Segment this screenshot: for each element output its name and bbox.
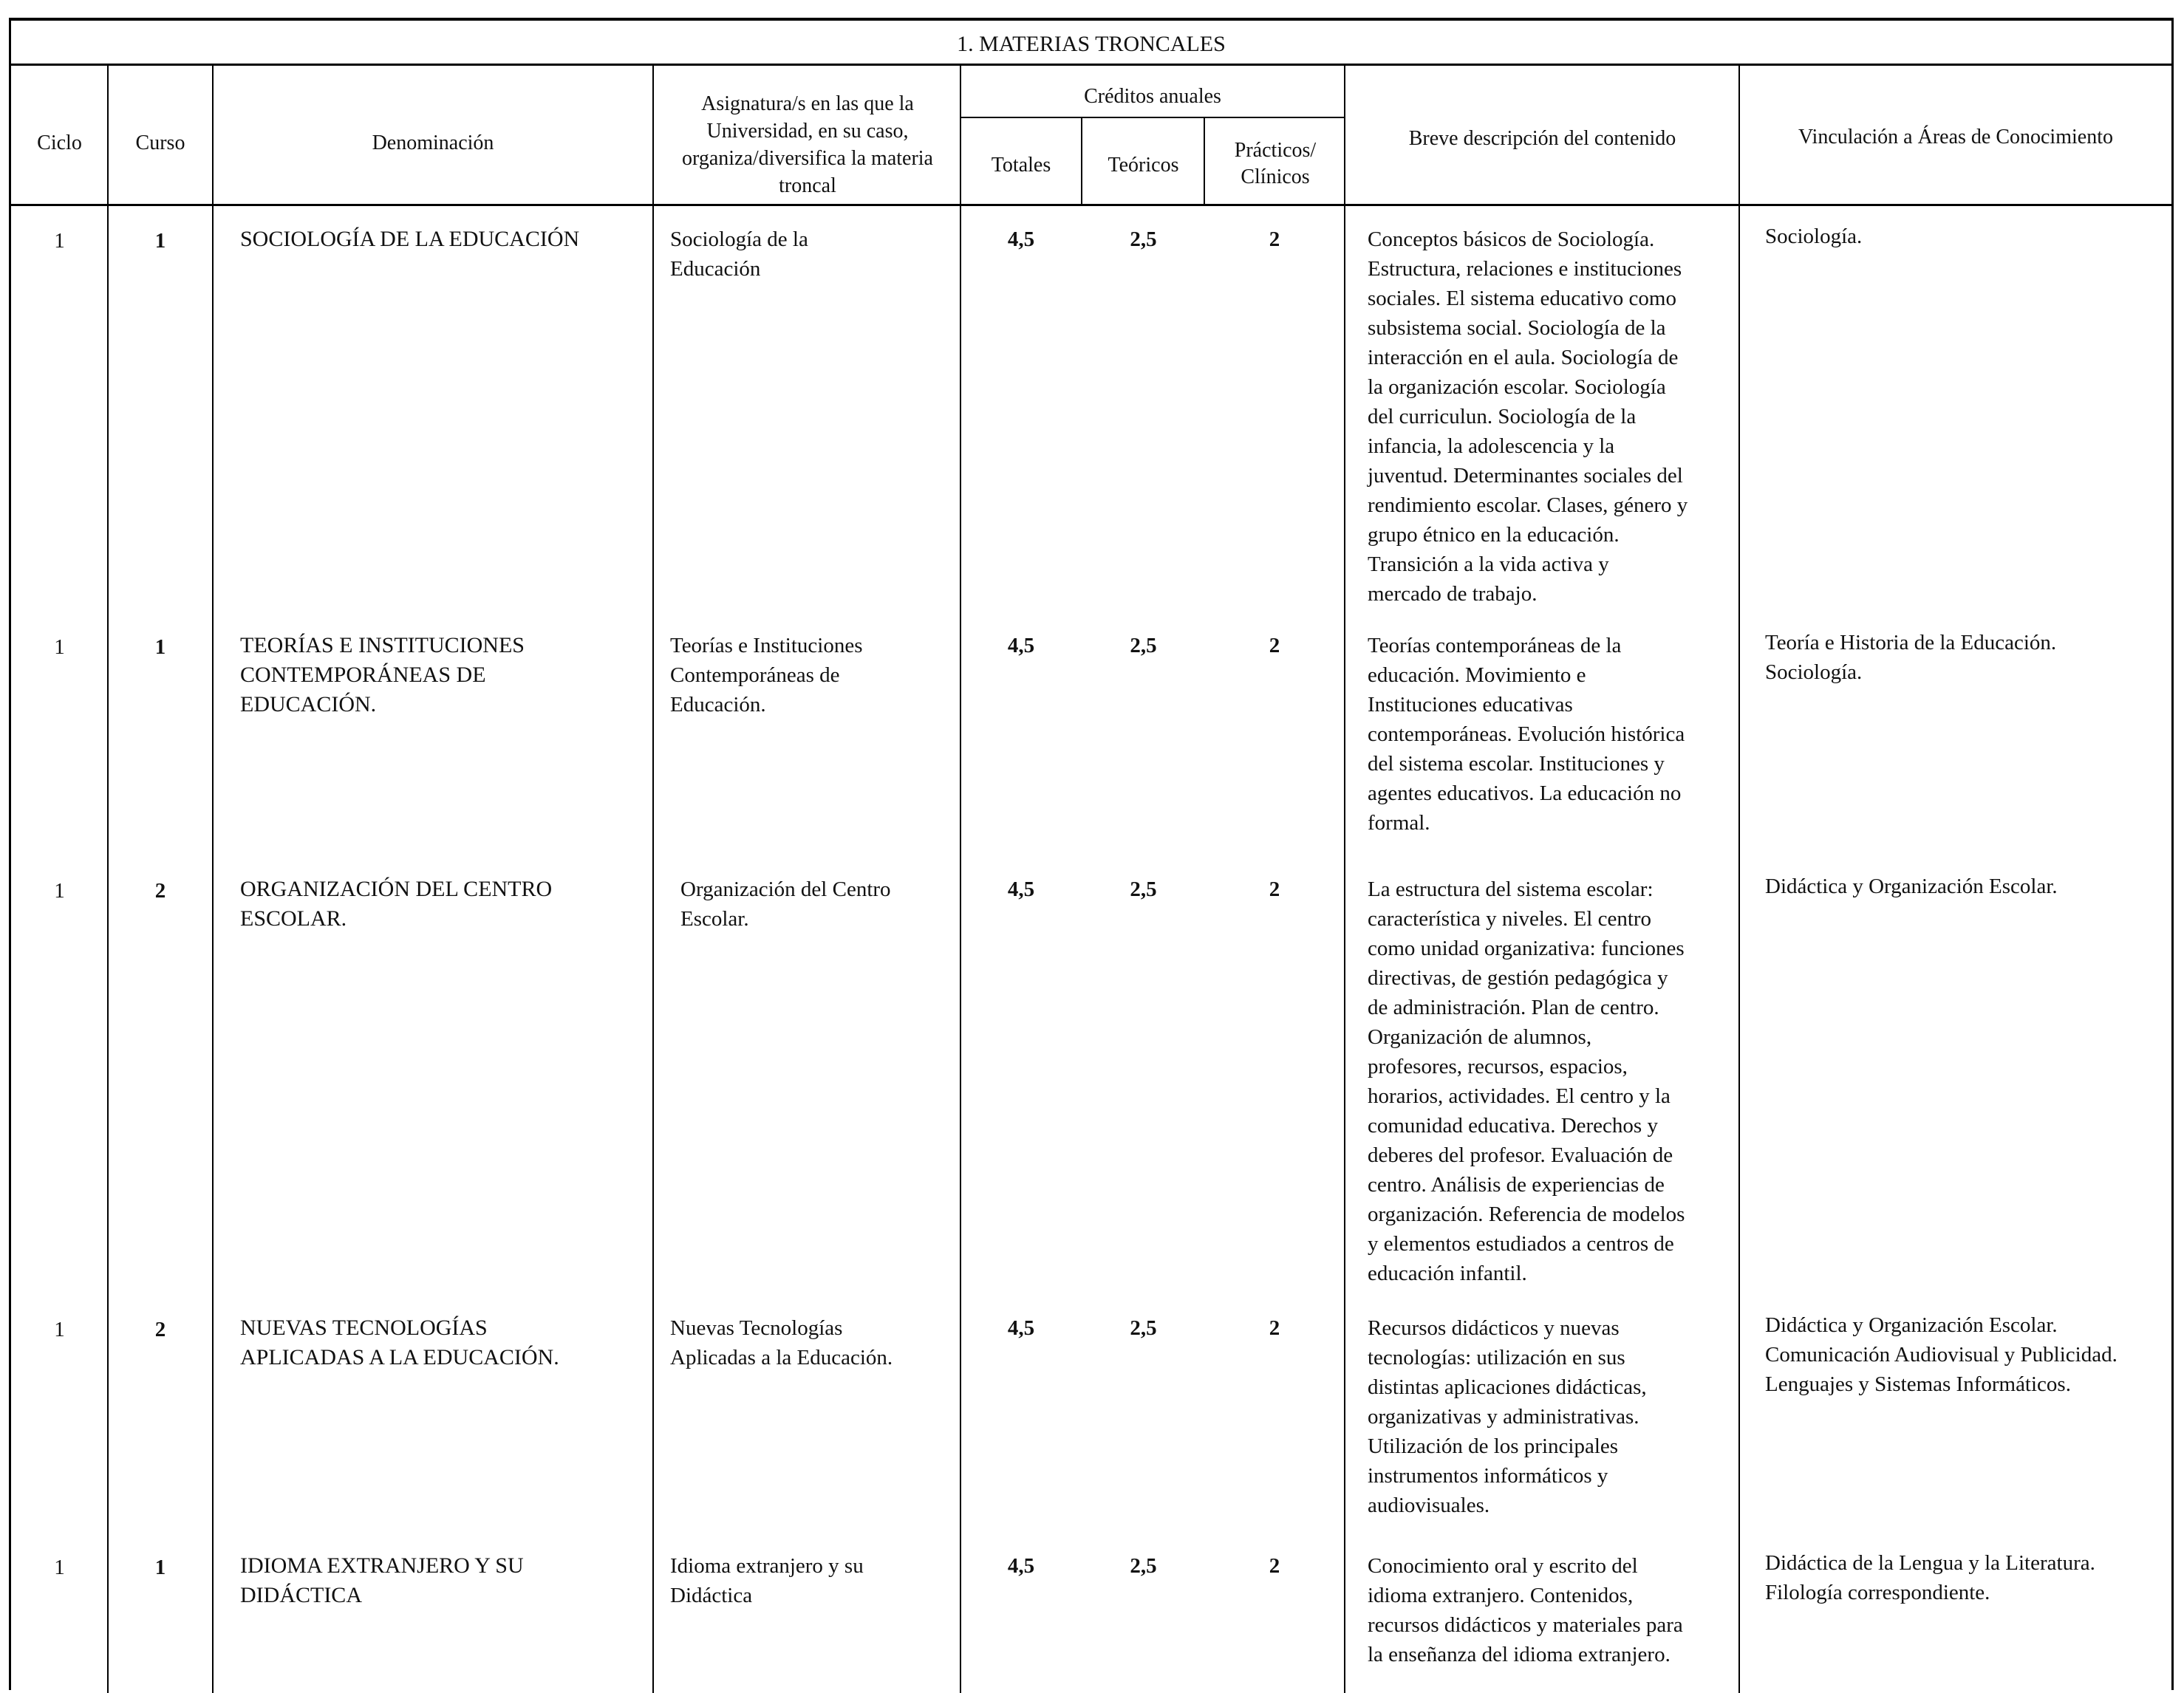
row1-curso: 1 xyxy=(154,229,166,253)
row4-practicos: 2 xyxy=(1269,1316,1280,1340)
section-title: 1. MATERIAS TRONCALES xyxy=(957,32,1226,56)
row1-teoricos: 2,5 xyxy=(1130,228,1157,251)
rule-below-title xyxy=(11,64,2171,66)
row3-ciclo: 1 xyxy=(54,879,65,903)
row4-asignatura: Nuevas Tecnologías Aplicadas a la Educación. xyxy=(670,1316,893,1369)
header-curso: Curso xyxy=(135,131,185,154)
header-descripcion: Breve descripción del contenido xyxy=(1408,127,1676,150)
row1-totales: 4,5 xyxy=(1007,228,1035,251)
row5-curso: 1 xyxy=(154,1556,166,1579)
row4-totales: 4,5 xyxy=(1007,1316,1035,1340)
row3-totales: 4,5 xyxy=(1007,878,1035,901)
row2-vinculacion: Teoría e Historia de la Educación. Sociología. xyxy=(1765,631,2057,684)
rule-creditos-subheader xyxy=(960,117,1345,118)
row5-totales: 4,5 xyxy=(1007,1554,1035,1578)
row1-asignatura: Sociología de la Educación xyxy=(670,228,808,281)
row5-practicos: 2 xyxy=(1269,1554,1280,1578)
row2-ciclo: 1 xyxy=(54,635,65,659)
row3-asignatura: Organización del Centro Escolar. xyxy=(680,878,891,931)
header-denominacion: Denominación xyxy=(372,131,494,154)
materias-troncales-table xyxy=(9,18,2174,1690)
header-creditos-anuales: Créditos anuales xyxy=(1084,85,1221,108)
row2-descripcion: Teorías contemporáneas de la educación. Movimiento e Instituciones educativas contemporáneas. Evolución histórica del sistema escolar. Instituciones y agentes educativos. La educación no formal. xyxy=(1368,634,1685,835)
rule-below-header xyxy=(11,204,2171,206)
row1-vinculacion: Sociología. xyxy=(1765,225,1863,248)
col-rule-3 xyxy=(652,65,654,1693)
row2-totales: 4,5 xyxy=(1007,634,1035,657)
row3-practicos: 2 xyxy=(1269,878,1280,901)
row3-vinculacion: Didáctica y Organización Escolar. xyxy=(1765,875,2058,898)
row4-vinculacion: Didáctica y Organización Escolar. Comunicación Audiovisual y Publicidad. Lenguajes y Sistemas Informáticos. xyxy=(1765,1313,2118,1396)
row4-ciclo: 1 xyxy=(54,1318,65,1341)
row2-asignatura: Teorías e Instituciones Contemporáneas de Educación. xyxy=(670,634,863,716)
row1-ciclo: 1 xyxy=(54,229,65,253)
row3-teoricos: 2,5 xyxy=(1130,878,1157,901)
header-totales: Totales xyxy=(991,154,1051,177)
row2-practicos: 2 xyxy=(1269,634,1280,657)
header-asignatura: Asignatura/s en las que la Universidad, en su caso, organiza/diversifica la materia troncal xyxy=(682,92,933,197)
row5-teoricos: 2,5 xyxy=(1130,1554,1157,1578)
col-rule-8 xyxy=(1738,65,1740,1693)
header-practicos-clinicos: Prácticos/ Clínicos xyxy=(1234,139,1317,188)
row2-denominacion: TEORÍAS E INSTITUCIONES CONTEMPORÁNEAS DE EDUCACIÓN. xyxy=(240,633,525,716)
row5-asignatura: Idioma extranjero y su Didáctica xyxy=(670,1554,864,1607)
row2-teoricos: 2,5 xyxy=(1130,634,1157,657)
row4-curso: 2 xyxy=(154,1318,166,1341)
row2-curso: 1 xyxy=(154,635,166,659)
row4-denominacion: NUEVAS TECNOLOGÍAS APLICADAS A LA EDUCACIÓN. xyxy=(240,1316,559,1369)
row1-denominacion: SOCIOLOGÍA DE LA EDUCACIÓN xyxy=(240,227,580,251)
header-ciclo: Ciclo xyxy=(37,131,82,154)
row3-curso: 2 xyxy=(154,879,166,903)
row3-denominacion: ORGANIZACIÓN DEL CENTRO ESCOLAR. xyxy=(240,877,553,931)
row1-practicos: 2 xyxy=(1269,228,1280,251)
header-vinculacion: Vinculación a Áreas de Conocimiento xyxy=(1798,126,2113,148)
row1-descripcion: Conceptos básicos de Sociología. Estructura, relaciones e instituciones sociales. El sistema educativo como subsistema social. Sociología de la interacción en el aula. Sociología de la organización escolar. Sociología del curriculun. Sociología de la infancia, la adolescencia y la juventud. Determinantes sociales del rendimiento escolar. Clases, género y grupo étnico en la educación. Transición a la vida activa y mercado de trabajo. xyxy=(1368,228,1688,606)
row5-vinculacion: Didáctica de la Lengua y la Literatura. Filología correspondiente. xyxy=(1765,1551,2095,1604)
row4-descripcion: Recursos didácticos y nuevas tecnologías: utilización en sus distintas aplicaciones didácticas, organizativas y administrativas. Utilización de los principales instrumentos informáticos y audiovisuales. xyxy=(1368,1316,1647,1517)
header-teoricos: Teóricos xyxy=(1108,154,1179,177)
row5-descripcion: Conocimiento oral y escrito del idioma extranjero. Contenidos, recursos didácticos y materiales para la enseñanza del idioma extranjero. xyxy=(1368,1554,1683,1666)
row4-teoricos: 2,5 xyxy=(1130,1316,1157,1340)
row5-denominacion: IDIOMA EXTRANJERO Y SU DIDÁCTICA xyxy=(240,1553,524,1607)
row3-descripcion: La estructura del sistema escolar: característica y niveles. El centro como unidad organizativa: funciones directivas, de gestión pedagógica y de administración. Plan de centro. Organización de alumnos, profesores, recursos, espacios, horarios, actividades. El centro y la comunidad educativa. Derechos y deberes del profesor. Evaluación de centro. Análisis de experiencias de organización. Referencia de modelos y elementos estudiados a centros de educación infantil. xyxy=(1368,878,1685,1285)
row5-ciclo: 1 xyxy=(54,1556,65,1579)
